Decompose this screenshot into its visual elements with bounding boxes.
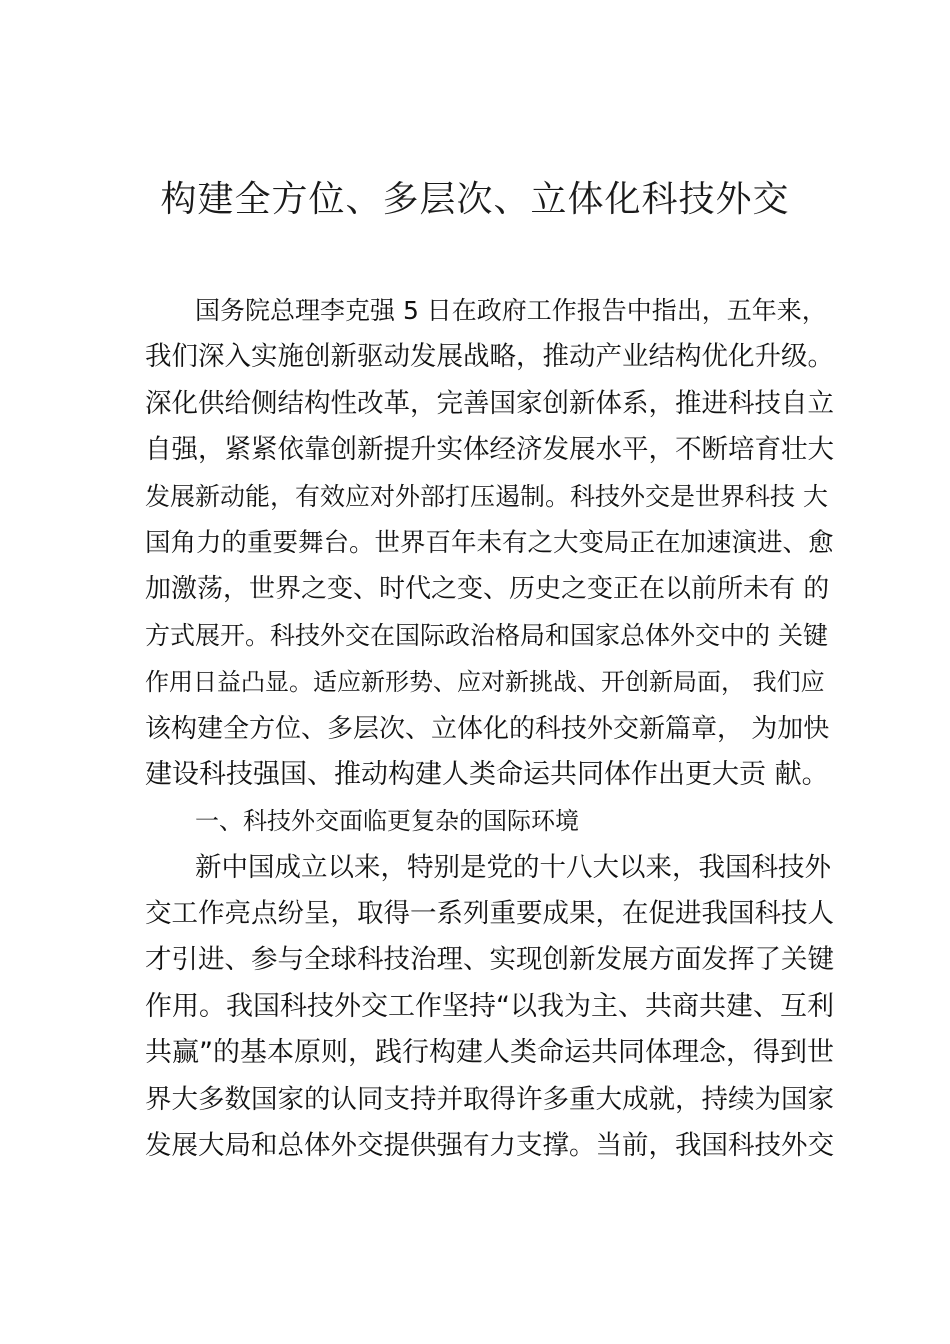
text-line: 发展大局和总体外交提供强有力支撑。当前，我国科技外交 bbox=[145, 1130, 834, 1162]
document-title: 构建全方位、多层次、立体化科技外交 bbox=[160, 179, 790, 220]
text-line: 建设科技强国、推动构建人类命运共同体作出更大贡 献。 bbox=[145, 758, 829, 790]
text-line: 国务院总理李克强 5 日在政府工作报告中指出，五年来， bbox=[195, 296, 827, 325]
text-line: 方式展开。科技外交在国际政治格局和国家总体外交中的 关键 bbox=[145, 620, 828, 650]
text-line: 发展新动能，有效应对外部打压遏制。科技外交是世界科技 大 bbox=[145, 481, 828, 511]
text-line: 新中国成立以来，特别是党的十八大以来，我国科技外 bbox=[195, 851, 831, 883]
text-line: 自强，紧紧依靠创新提升实体经济发展水平，不断培育壮大 bbox=[145, 434, 834, 466]
section-heading: 一、科技外交面临更复杂的国际环境 bbox=[195, 807, 579, 836]
text-line: 交工作亮点纷呈，取得一系列重要成果，在促进我国科技人 bbox=[145, 898, 834, 930]
text-line: 国角力的重要舞台。世界百年未有之大变局正在加速演进、愈 bbox=[145, 527, 834, 558]
text-line: 我们深入实施创新驱动发展战略，推动产业结构优化升级。 bbox=[145, 341, 834, 373]
text-line: 共赢”的基本原则，践行构建人类命运共同体理念，得到世 bbox=[145, 1037, 834, 1069]
text-line: 作用日益凸显。适应新形势、应对新挑战、开创新局面， 我们应 bbox=[145, 668, 825, 697]
text-line: 作用。我国科技外交工作坚持“以我为主、共商共建、互利 bbox=[145, 990, 834, 1022]
text-line: 才引进、参与全球科技治理、实现创新发展方面发挥了关键 bbox=[145, 944, 834, 976]
text-line: 深化供给侧结构性改革，完善国家创新体系，推进科技自立 bbox=[145, 387, 834, 419]
text-line: 该构建全方位、多层次、立体化的科技外交新篇章， 为加快 bbox=[145, 713, 830, 744]
document-body bbox=[145, 288, 835, 1169]
text-line: 界大多数国家的认同支持并取得许多重大成就，持续为国家 bbox=[145, 1083, 834, 1115]
text-line: 加激荡，世界之变、时代之变、历史之变正在以前所未有 的 bbox=[145, 574, 830, 605]
